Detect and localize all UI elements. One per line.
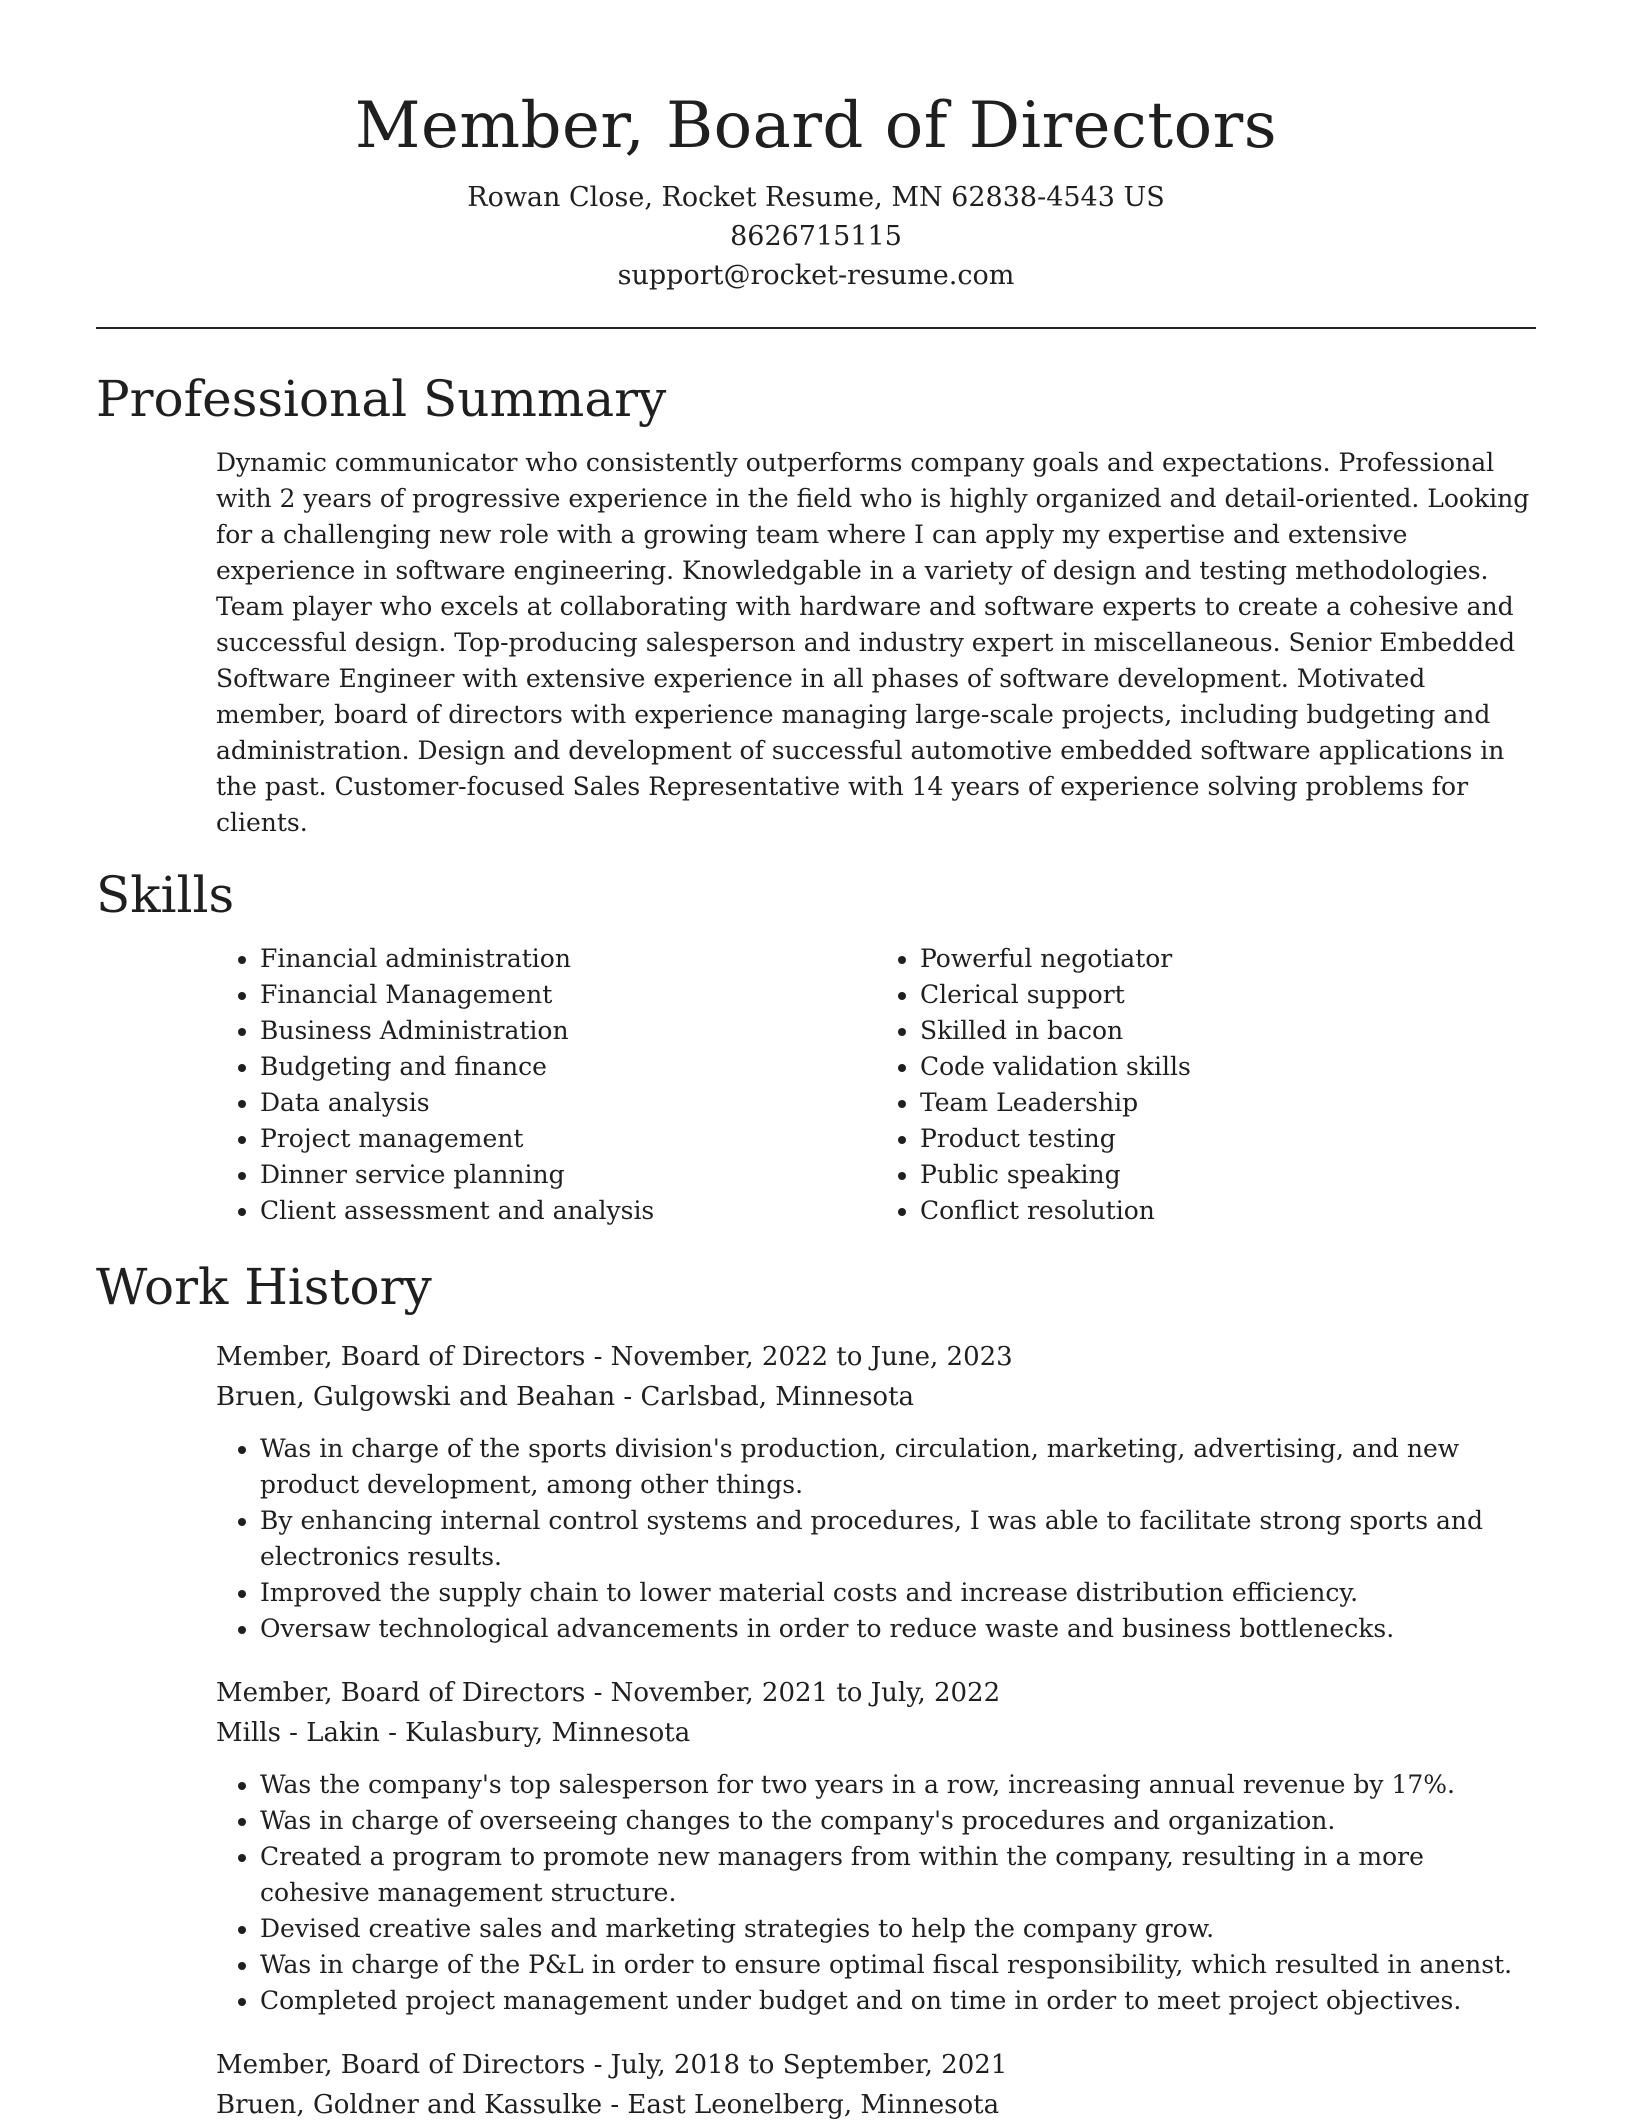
skill-item: • Code validation skills [920, 1049, 1536, 1085]
job-bullet: • Oversaw technological advancements in order to reduce waste and business bottlenecks. [260, 1611, 1536, 1647]
skill-item: • Data analysis [260, 1085, 876, 1121]
skill-item: • Product testing [920, 1121, 1536, 1157]
skill-item: • Business Administration [260, 1013, 876, 1049]
job-bullet: • Was in charge of the sports division's production, circulation, marketing, advertising, and new product development, among other things. [260, 1431, 1536, 1503]
summary-text: Dynamic communicator who consistently outperforms company goals and expectations. Professional with 2 years of progressive experience in the field who is highly organized and detail-oriented. Looking for a challenging new role with a growing team where I can apply my expertise and extensive experience in software engineering. Knowledgable in a variety of design and testing methodologies. Team player who excels at collaborating with hardware and software experts to create a cohesive and successful design. Top-producing salesperson and industry expert in miscellaneous. Senior Embedded Software Engineer with extensive experience in all phases of software development. Motivated member, board of directors with experience managing large-scale projects, including budgeting and administration. Design and development of successful automotive embedded software applications in the past. Customer-focused Sales Representative with 14 years of experience solving problems for clients. [216, 448, 1530, 837]
skill-item: • Dinner service planning [260, 1157, 876, 1193]
contact-address: Rowan Close, Rocket Resume, MN 62838-4543 US [467, 182, 1165, 213]
job-title-line: Member, Board of Directors - November, 2021 to July, 2022 [216, 1678, 1001, 1708]
skill-item: • Client assessment and analysis [260, 1193, 876, 1229]
skills-column-left [216, 941, 876, 1229]
job-bullet: • Was in charge of overseeing changes to the company's procedures and organization. [260, 1803, 1536, 1839]
job-entry [216, 2045, 1536, 2125]
job-title-line: Member, Board of Directors - November, 2022 to June, 2023 [216, 1342, 1013, 1372]
job-bullet: • Completed project management under budget and on time in order to meet project objectives. [260, 1983, 1536, 2019]
work-history-section-title: Work History [96, 1258, 432, 1316]
job-bullet: • Was in charge of the P&L in order to ensure optimal fiscal responsibility, which resulted in anenst. [260, 1947, 1536, 1983]
job-bullet: • Improved the supply chain to lower material costs and increase distribution efficiency. [260, 1575, 1536, 1611]
skill-item: • Powerful negotiator [920, 941, 1536, 977]
job-bullets [216, 1767, 1536, 2019]
skill-item: • Skilled in bacon [920, 1013, 1536, 1049]
job-bullet: • Created a program to promote new managers from within the company, resulting in a more cohesive management structure. [260, 1839, 1536, 1911]
skills-section-title: Skills [96, 866, 235, 924]
contact-phone: 8626715115 [730, 221, 902, 252]
summary-section-title: Professional Summary [96, 370, 667, 428]
resume-page [96, 0, 1536, 2125]
skill-item: • Project management [260, 1121, 876, 1157]
skill-item: • Financial administration [260, 941, 876, 977]
candidate-name: Member, Board of Directors [354, 89, 1278, 163]
skill-item: • Team Leadership [920, 1085, 1536, 1121]
job-bullets [216, 1431, 1536, 1647]
skill-item: • Financial Management [260, 977, 876, 1013]
job-entry [216, 1337, 1536, 1647]
job-entry [216, 1673, 1536, 2019]
contact-email: support@rocket-resume.com [617, 260, 1015, 291]
job-company-line: Bruen, Gulgowski and Beahan - Carlsbad, Minnesota [216, 1382, 915, 1412]
skill-item: • Conflict resolution [920, 1193, 1536, 1229]
job-company-line: Bruen, Goldner and Kassulke - East Leonelberg, Minnesota [216, 2090, 1000, 2120]
job-bullet: • By enhancing internal control systems and procedures, I was able to facilitate strong sports and electronics results. [260, 1503, 1536, 1575]
skill-item: • Budgeting and finance [260, 1049, 876, 1085]
job-title-line: Member, Board of Directors - July, 2018 to September, 2021 [216, 2050, 1008, 2080]
job-bullet: • Was the company's top salesperson for two years in a row, increasing annual revenue by 17%. [260, 1767, 1536, 1803]
job-bullet: • Devised creative sales and marketing strategies to help the company grow. [260, 1911, 1536, 1947]
skills-grid [216, 941, 1536, 1229]
skill-item: • Public speaking [920, 1157, 1536, 1193]
skills-column-right [876, 941, 1536, 1229]
contact-info [96, 178, 1536, 295]
job-company-line: Mills - Lakin - Kulasbury, Minnesota [216, 1718, 691, 1748]
header-divider [96, 327, 1536, 329]
skill-item: • Clerical support [920, 977, 1536, 1013]
resume-header [96, 0, 1536, 295]
